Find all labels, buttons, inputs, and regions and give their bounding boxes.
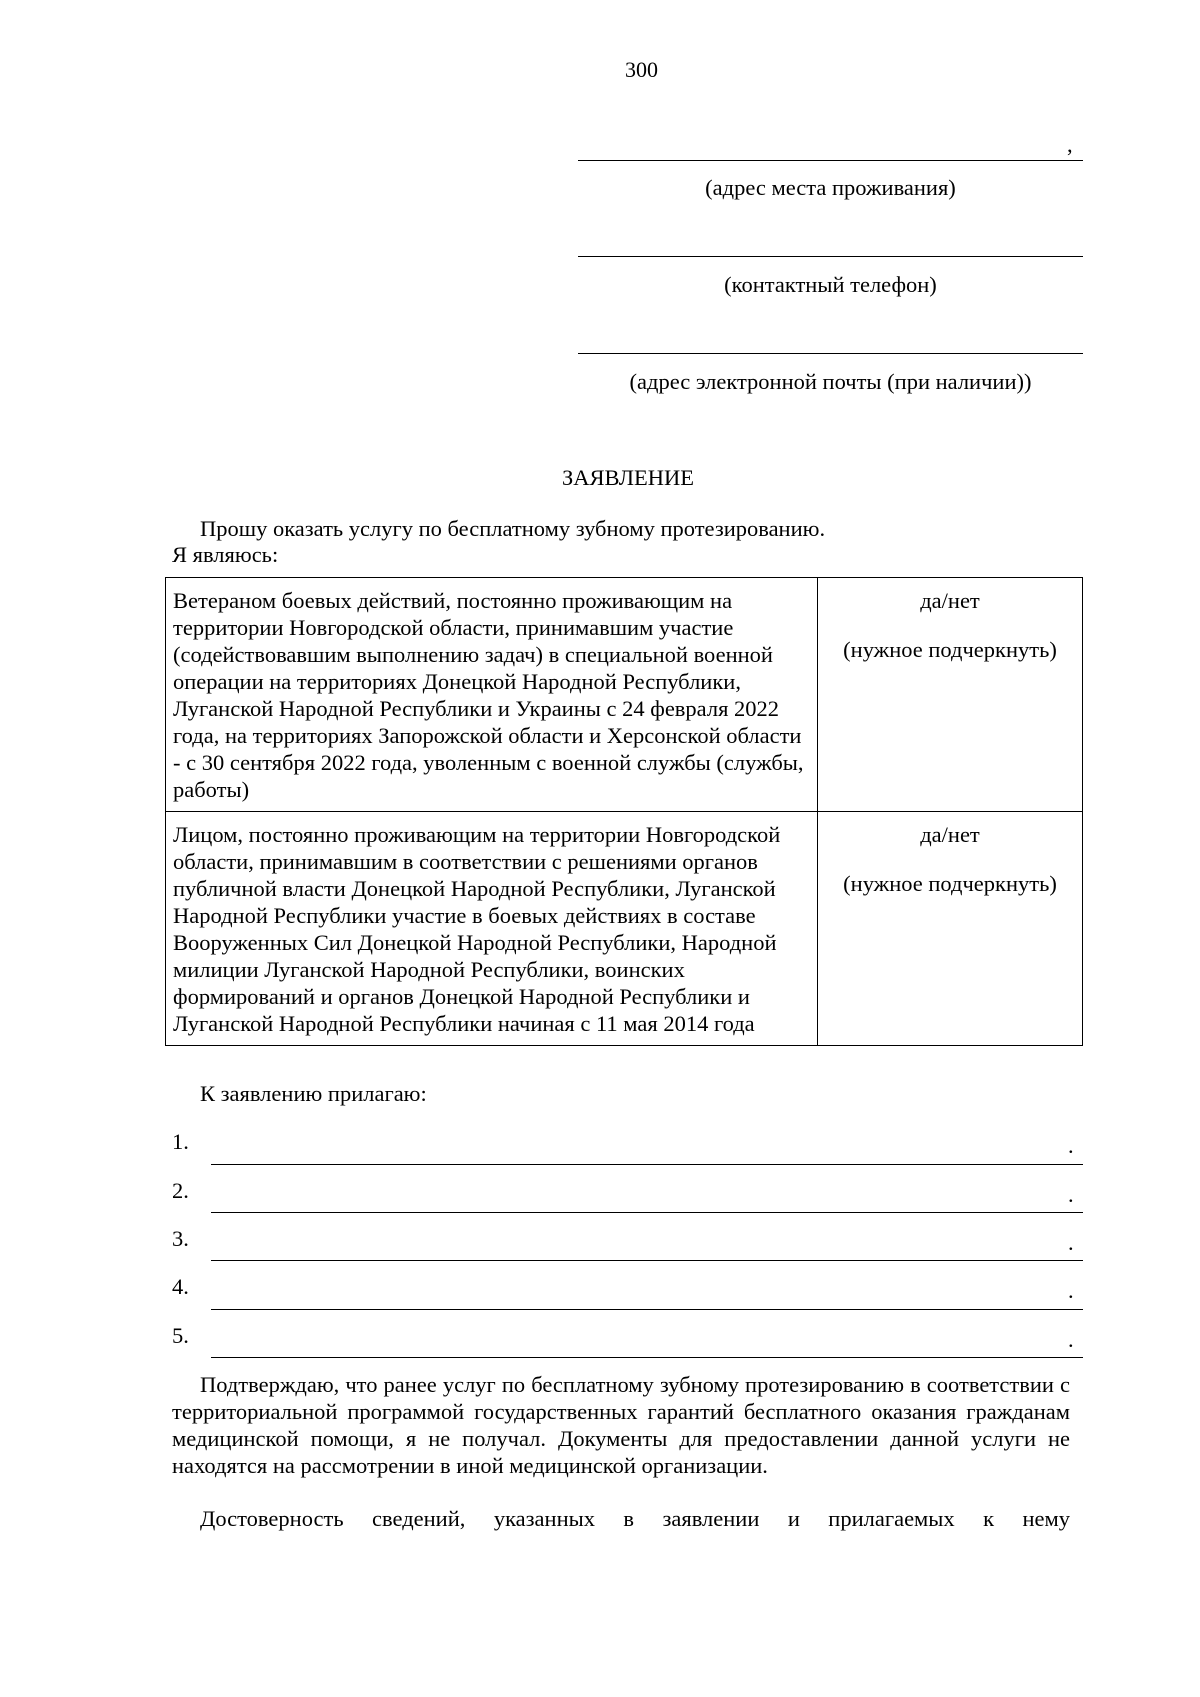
confirmation-paragraph: Подтверждаю, что ранее услуг по бесплатному зубному протезированию в соответствии с территориальной программой государственных гарантий бесплатного оказания гражданам медицинской помощи, я не получал. Документы для предоставлении данной услуги не находятся на рассмотрении в иной медицинской организации.: [172, 1372, 1070, 1478]
underline-hint: (нужное подчеркнуть): [843, 637, 1057, 662]
status-table: [165, 577, 1083, 1046]
attachment-end-dot: .: [1068, 1327, 1074, 1352]
attachment-line-1[interactable]: [211, 1164, 1083, 1165]
address-field-line[interactable]: [578, 160, 1083, 161]
status-row-veteran: [166, 578, 1083, 812]
attachment-number: 2.: [172, 1178, 189, 1203]
status-description-veteran: Ветераном боевых действий, постоянно проживающим на территории Новгородской области, принимавшим участие (содействовавшим выполнению задач) в специальной военной операции на территориях Донецкой Народной Республики, Луганской Народной Республики и Украины с 24 февраля 2022 года, на территориях Запорожской области и Херсонской области - с 30 сентября 2022 года, уволенным с военной службы (службы, работы): [166, 578, 818, 812]
attachment-number: 5.: [172, 1323, 189, 1348]
status-choice-veteran: [818, 578, 1083, 812]
attachment-number: 4.: [172, 1274, 189, 1299]
email-caption: (адрес электронной почты (при наличии)): [629, 369, 1032, 394]
request-text: Прошу оказать услугу по бесплатному зубному протезированию.: [200, 516, 826, 541]
attachment-line-5[interactable]: [211, 1357, 1083, 1358]
attachment-end-dot: .: [1068, 1230, 1074, 1255]
attachments-label: К заявлению прилагаю:: [200, 1081, 427, 1106]
address-caption: (адрес места проживания): [705, 175, 956, 200]
attachment-end-dot: .: [1068, 1278, 1074, 1303]
address-comma: ,: [1067, 132, 1073, 157]
status-choice-participant: [818, 812, 1083, 1046]
status-description-participant: Лицом, постоянно проживающим на территории Новгородской области, принимавшим в соответствии с решениями органов публичной власти Донецкой Народной Республики, Луганской Народной Республики участие в боевых действиях в составе Вооруженных Сил Донецкой Народной Республики, Народной милиции Луганской Народной Республики, воинских формирований и органов Донецкой Народной Республики и Луганской Народной Республики начиная с 11 мая 2014 года: [166, 812, 818, 1046]
status-row-participant: [166, 812, 1083, 1046]
attachment-end-dot: .: [1068, 1182, 1074, 1207]
reliability-paragraph: Достоверность сведений, указанных в заявлении и прилагаемых к нему: [200, 1506, 1070, 1531]
attachment-number: 1.: [172, 1129, 189, 1154]
document-title: ЗАЯВЛЕНИЕ: [562, 465, 694, 490]
attachment-line-3[interactable]: [211, 1260, 1083, 1261]
attachment-end-dot: .: [1068, 1133, 1074, 1158]
status-intro: Я являюсь:: [172, 542, 279, 567]
email-field-line[interactable]: [578, 353, 1083, 354]
yes-no-option[interactable]: да/нет: [920, 822, 980, 847]
yes-no-option[interactable]: да/нет: [920, 588, 980, 613]
attachment-line-4[interactable]: [211, 1309, 1083, 1310]
phone-caption: (контактный телефон): [724, 272, 937, 297]
attachment-number: 3.: [172, 1226, 189, 1251]
underline-hint: (нужное подчеркнуть): [843, 871, 1057, 896]
phone-field-line[interactable]: [578, 256, 1083, 257]
attachment-line-2[interactable]: [211, 1212, 1083, 1213]
page-number: 300: [625, 57, 658, 82]
